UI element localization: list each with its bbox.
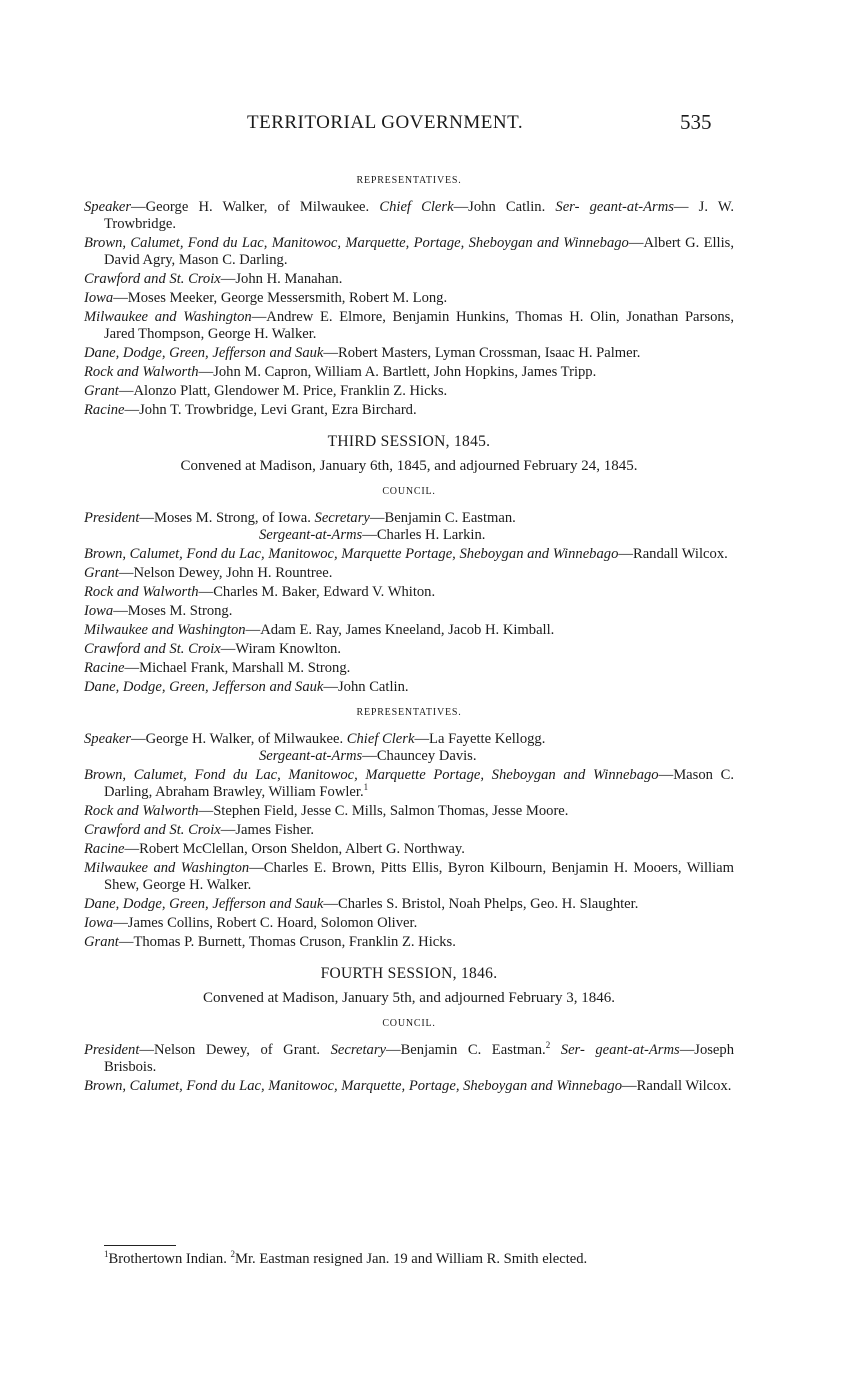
entry-text: —Charles H. Larkin. xyxy=(362,527,486,543)
page-number: 535 xyxy=(680,110,712,134)
footnote-rule xyxy=(104,1245,176,1246)
entry-text: —Andrew E. Elmore, Benjamin Hunkins, Thomas H. Olin, Jonathan Parsons, Jared Thompson, George H. Walker. xyxy=(104,309,734,342)
district-entry xyxy=(84,679,734,696)
representatives-list xyxy=(84,235,734,419)
footnote-marker: 2 xyxy=(545,1040,551,1051)
entry-text: —Mason C. Darling, Abraham Brawley, William Fowler. xyxy=(104,767,734,800)
entry-label: Grant xyxy=(84,934,119,950)
entry-label: Rock and Walworth xyxy=(84,584,199,600)
entry-label: Crawford and St. Croix xyxy=(84,822,221,838)
entry-text: —Nelson Dewey, of Grant. xyxy=(139,1042,331,1058)
entry-text: —Benjamin C. Eastman. xyxy=(369,510,516,526)
entry-label: Brown, Calumet, Fond du Lac, Manitowoc, Marquette Portage, Sheboygan and Winnebago xyxy=(84,767,659,783)
district-entry xyxy=(84,402,734,419)
entry-label: Brown, Calumet, Fond du Lac, Manitowoc, Marquette, Portage, Sheboygan and Winnebago xyxy=(84,235,629,251)
entry-label: Racine xyxy=(84,660,125,676)
footnote-marker: 1 xyxy=(363,782,369,793)
entry-text: —John M. Capron, William A. Bartlett, John Hopkins, James Tripp. xyxy=(198,364,597,380)
footnote-2: Mr. Eastman resigned Jan. 19 and William R. Smith elected. xyxy=(235,1251,588,1267)
district-entry xyxy=(84,584,734,601)
president-entry xyxy=(84,510,734,544)
district-entry xyxy=(84,934,734,951)
entry-text: —Randall Wilcox. xyxy=(618,546,728,562)
entry-text: —James Fisher. xyxy=(220,822,315,838)
entry-text: — J. W. Trowbridge. xyxy=(104,199,734,232)
entry-label: Speaker xyxy=(84,731,132,747)
entry-label: Milwaukee and Washington xyxy=(84,860,250,876)
entry-text: —Moses M. Strong. xyxy=(113,603,233,619)
entry-text: —Albert G. Ellis, David Agry, Mason C. Darling. xyxy=(104,235,734,268)
entry-label: geant-at-Arms xyxy=(595,1042,680,1058)
entry-text: —Robert Masters, Lyman Crossman, Isaac H. Palmer. xyxy=(323,345,641,361)
district-entry xyxy=(84,290,734,307)
entry-label: Ser- xyxy=(560,1042,585,1058)
representatives-label: REPRESENTATIVES. xyxy=(356,707,462,718)
district-entry xyxy=(84,660,734,677)
entry-label: Crawford and St. Croix xyxy=(84,271,221,287)
entry-label: Brown, Calumet, Fond du Lac, Manitowoc, Marquette, Portage, Sheboygan and Winnebago xyxy=(84,1078,623,1094)
entry-text: —James Collins, Robert C. Hoard, Solomon Oliver. xyxy=(113,915,418,931)
entry-text: —George H. Walker, of Milwaukee. xyxy=(131,199,380,215)
district-entry xyxy=(84,622,734,639)
entry-text: —Moses Meeker, George Messersmith, Robert M. Long. xyxy=(113,290,448,306)
entry-label: Chief Clerk xyxy=(346,731,415,747)
entry-text: —Charles M. Baker, Edward V. Whiton. xyxy=(198,584,436,600)
district-entry xyxy=(84,915,734,932)
district-entry xyxy=(84,641,734,658)
district-entry xyxy=(84,860,734,894)
entry-label: Iowa xyxy=(84,915,114,931)
entry-label: Chief Clerk xyxy=(379,199,454,215)
entry-label: President xyxy=(84,1042,140,1058)
district-entry xyxy=(84,896,734,913)
district-entry xyxy=(84,822,734,839)
district-entry xyxy=(84,235,734,269)
entry-label: Dane, Dodge, Green, Jefferson and Sauk xyxy=(84,345,324,361)
district-entry xyxy=(84,364,734,381)
footnote-1: Brothertown Indian. xyxy=(108,1251,231,1267)
entry-text: —Stephen Field, Jesse C. Mills, Salmon Thomas, Jesse Moore. xyxy=(198,803,569,819)
district-entry xyxy=(84,565,734,582)
entry-label: Milwaukee and Washington xyxy=(84,622,246,638)
entry-text: —John T. Trowbridge, Levi Grant, Ezra Birchard. xyxy=(124,402,417,418)
entry-text: —Michael Frank, Marshall M. Strong. xyxy=(124,660,351,676)
entry-label: Crawford and St. Croix xyxy=(84,641,221,657)
council-list xyxy=(84,1078,734,1095)
session-heading: THIRD SESSION, 1845. xyxy=(327,433,491,450)
session-heading: FOURTH SESSION, 1846. xyxy=(320,965,498,982)
entry-label: Rock and Walworth xyxy=(84,803,199,819)
entry-text: —Chauncey Davis. xyxy=(362,748,477,764)
entry-label: Speaker xyxy=(84,199,132,215)
entry-label: Brown, Calumet, Fond du Lac, Manitowoc, Marquette Portage, Sheboygan and Winnebago xyxy=(84,546,619,562)
entry-label: Secretary xyxy=(314,510,370,526)
district-entry xyxy=(84,383,734,400)
entry-text: —Alonzo Platt, Glendower M. Price, Franklin Z. Hicks. xyxy=(118,383,448,399)
entry-label: Rock and Walworth xyxy=(84,364,199,380)
entry-label: Iowa xyxy=(84,290,114,306)
representatives-list xyxy=(84,803,734,951)
page-body xyxy=(84,172,734,1097)
entry-label: Dane, Dodge, Green, Jefferson and Sauk xyxy=(84,896,324,912)
entry-label: Ser- xyxy=(555,199,580,215)
entry-label: Iowa xyxy=(84,603,114,619)
speaker-entry xyxy=(84,199,734,233)
district-entry xyxy=(84,767,734,801)
entry-label: Sergeant-at-Arms xyxy=(259,748,363,764)
entry-text: —Benjamin C. Eastman. xyxy=(385,1042,546,1058)
entry-text: —John Catlin. xyxy=(323,679,409,695)
district-entry xyxy=(84,309,734,343)
entry-text: —La Fayette Kellogg. xyxy=(414,731,546,747)
entry-text: —Wiram Knowlton. xyxy=(220,641,341,657)
entry-text: —Joseph Brisbois. xyxy=(104,1042,735,1075)
entry-text: —Charles S. Bristol, Noah Phelps, Geo. H. Slaughter. xyxy=(323,896,639,912)
district-entry xyxy=(84,1078,734,1095)
entry-text: —Randall Wilcox. xyxy=(622,1078,732,1094)
district-entry xyxy=(84,271,734,288)
convened-line: Convened at Madison, January 6th, 1845, and adjourned February 24, 1845. xyxy=(180,458,638,474)
footnote-marker: 2 xyxy=(230,1249,235,1260)
entry-label: Sergeant-at-Arms xyxy=(259,527,363,543)
entry-text: —Adam E. Ray, James Kneeland, Jacob H. Kimball. xyxy=(245,622,555,638)
entry-text: —Nelson Dewey, John H. Rountree. xyxy=(118,565,333,581)
entry-text: —Moses M. Strong, of Iowa. xyxy=(139,510,315,526)
running-header: TERRITORIAL GOVERNMENT. xyxy=(247,112,524,133)
district-entry xyxy=(84,546,734,563)
district-entry xyxy=(84,841,734,858)
representatives-label: REPRESENTATIVES. xyxy=(356,175,462,186)
entry-label: Grant xyxy=(84,383,119,399)
entry-label: Racine xyxy=(84,402,125,418)
entry-text: —John Catlin. xyxy=(453,199,556,215)
district-entry xyxy=(84,345,734,362)
entry-label: Secretary xyxy=(330,1042,386,1058)
entry-text: —Robert McClellan, Orson Sheldon, Albert G. Northway. xyxy=(124,841,465,857)
entry-text: —Thomas P. Burnett, Thomas Cruson, Franklin Z. Hicks. xyxy=(118,934,456,950)
entry-label: President xyxy=(84,510,140,526)
entry-text: —Charles E. Brown, Pitts Ellis, Byron Kilbourn, Benjamin H. Mooers, William Shew, George H. Walker. xyxy=(104,860,734,893)
district-entry xyxy=(84,803,734,820)
council-label: COUNCIL. xyxy=(382,486,436,497)
district-entry xyxy=(84,603,734,620)
president-entry xyxy=(84,1042,734,1076)
council-label: COUNCIL. xyxy=(382,1018,436,1029)
footnote-text xyxy=(104,1249,736,1270)
entry-label: Dane, Dodge, Green, Jefferson and Sauk xyxy=(84,679,324,695)
entry-label: Grant xyxy=(84,565,119,581)
council-list xyxy=(84,546,734,696)
entry-label: Milwaukee and Washington xyxy=(84,309,252,325)
entry-label: geant-at-Arms xyxy=(589,199,674,215)
entry-text: —George H. Walker, of Milwaukee. xyxy=(131,731,347,747)
footnote-marker: 1 xyxy=(104,1249,109,1260)
speaker-entry xyxy=(84,731,734,765)
entry-label: Racine xyxy=(84,841,125,857)
footnotes xyxy=(104,1245,736,1270)
entry-text: —John H. Manahan. xyxy=(220,271,343,287)
convened-line: Convened at Madison, January 5th, and adjourned February 3, 1846. xyxy=(203,990,615,1006)
